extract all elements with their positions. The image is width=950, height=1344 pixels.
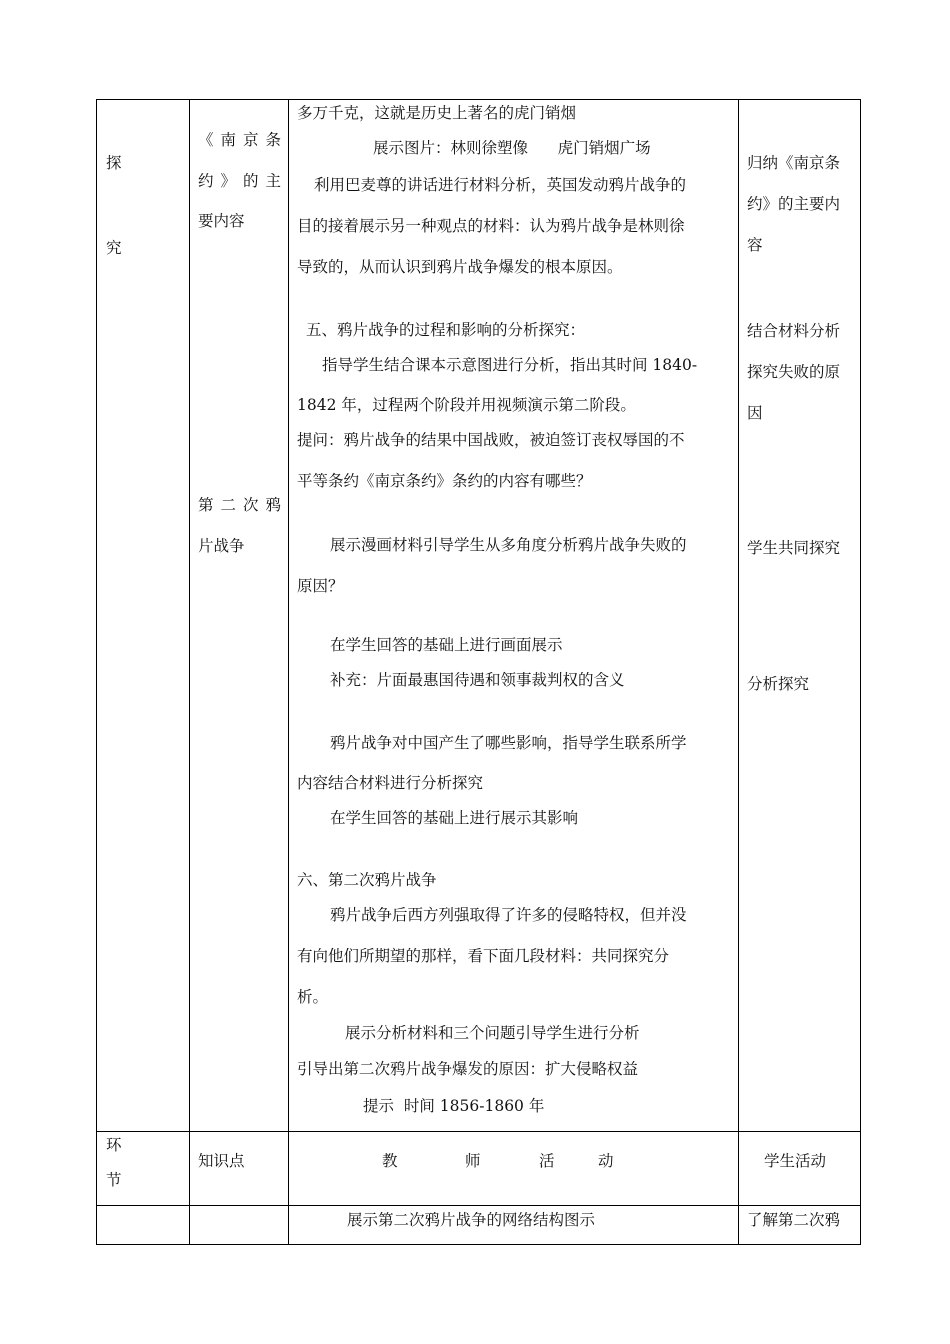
- knowledge-item-second-opium-war: 片战争: [198, 537, 245, 555]
- table-border-right: [860, 99, 861, 1245]
- teacher-text-line: 内容结合材料进行分析探究: [297, 774, 484, 792]
- row-divider-header-top: [96, 1131, 861, 1132]
- teacher-text-line: 补充：片面最惠国待遇和领事裁判权的含义: [330, 671, 625, 689]
- knowledge-item-nanjing-treaty: 《南京条: [198, 131, 289, 149]
- teacher-text-line: 六、第二次鸦片战争: [297, 871, 437, 889]
- teacher-text-line: 鸦片战争对中国产生了哪些影响，指导学生联系所学: [330, 734, 687, 752]
- teacher-text-line: 多万千克，这就是历史上著名的虎门销烟: [297, 104, 577, 122]
- student-text-line: 结合材料分析: [747, 322, 841, 340]
- header-teacher-char: 活: [539, 1152, 555, 1170]
- column-divider-3: [738, 99, 739, 1245]
- teacher-text-line: 展示图片：林则徐塑像 虎门销烟广场: [373, 139, 651, 157]
- teacher-text-line: 原因？: [297, 577, 344, 595]
- column-divider-2: [288, 99, 289, 1245]
- teacher-text-line: 有向他们所期望的那样，看下面几段材料：共同探究分: [297, 947, 670, 965]
- student-text-line: 因: [747, 404, 763, 422]
- teacher-text-line: 展示第二次鸦片战争的网络结构图示: [347, 1211, 596, 1229]
- header-teacher-char: 师: [465, 1152, 481, 1170]
- knowledge-item-nanjing-treaty: 要内容: [198, 212, 245, 230]
- teacher-text-line: 展示漫画材料引导学生从多角度分析鸦片战争失败的: [330, 536, 687, 554]
- teacher-text-line: 目的接着展示另一种观点的材料：认为鸦片战争是林则徐: [297, 217, 685, 235]
- header-student-activity: 学生活动: [764, 1152, 827, 1170]
- teacher-text-line: 引导出第二次鸦片战争爆发的原因：扩大侵略权益: [297, 1060, 639, 1078]
- teacher-text-line: 指导学生结合课本示意图进行分析，指出其时间 1840-: [322, 356, 698, 374]
- header-stage-char: 节: [106, 1171, 122, 1189]
- teacher-text-line: 1842 年，过程两个阶段并用视频演示第二阶段。: [297, 396, 636, 414]
- table-border-left: [96, 99, 97, 1245]
- teacher-text-line: 在学生回答的基础上进行展示其影响: [330, 809, 579, 827]
- knowledge-item-second-opium-war: 第二次鸦: [198, 496, 289, 514]
- teacher-text-line: 展示分析材料和三个问题引导学生进行分析: [345, 1024, 640, 1042]
- column-divider-1: [189, 99, 190, 1245]
- student-text-line: 探究失败的原: [747, 363, 841, 381]
- header-stage-char: 环: [106, 1136, 122, 1154]
- stage-cell-char: 究: [106, 239, 122, 257]
- student-text-line: 了解第二次鸦: [747, 1211, 841, 1229]
- row-divider-header-bottom: [96, 1205, 861, 1206]
- teacher-text-line: 利用巴麦尊的讲话进行材料分析，英国发动鸦片战争的: [314, 176, 687, 194]
- knowledge-item-nanjing-treaty: 约》的主: [198, 172, 289, 190]
- teacher-text-line: 平等条约《南京条约》条约的内容有哪些？: [297, 472, 592, 490]
- student-text-line: 分析探究: [747, 675, 810, 693]
- header-teacher-char: 教: [382, 1152, 398, 1170]
- teacher-text-line: 在学生回答的基础上进行画面展示: [330, 636, 563, 654]
- teacher-text-line: 提问：鸦片战争的结果中国战败，被迫签订丧权辱国的不: [297, 431, 685, 449]
- stage-cell-char: 探: [106, 154, 122, 172]
- teacher-text-line: 五、鸦片战争的过程和影响的分析探究：: [306, 321, 586, 339]
- student-text-line: 容: [747, 236, 763, 254]
- teacher-text-line: 导致的，从而认识到鸦片战争爆发的根本原因。: [297, 258, 623, 276]
- teacher-text-line: 析。: [297, 988, 329, 1006]
- student-text-line: 归纳《南京条: [747, 154, 841, 172]
- table-border-top: [96, 99, 861, 100]
- teacher-text-line: 提示 时间 1856-1860 年: [363, 1097, 545, 1115]
- teacher-text-line: 鸦片战争后西方列强取得了许多的侵略特权，但并没: [330, 906, 687, 924]
- table-border-bottom: [96, 1244, 861, 1245]
- student-text-line: 学生共同探究: [747, 539, 841, 557]
- student-text-line: 约》的主要内: [747, 195, 841, 213]
- header-teacher-char: 动: [598, 1152, 614, 1170]
- header-knowledge: 知识点: [198, 1152, 245, 1170]
